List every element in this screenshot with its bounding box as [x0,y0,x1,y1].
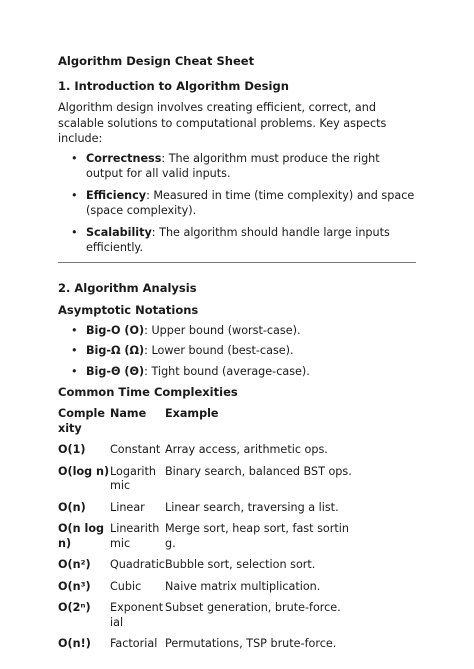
complexity-cell: O(n log n) [58,522,105,550]
list-item [58,364,416,380]
bullet-icon: • [71,364,78,378]
bullet-icon: • [71,344,78,357]
list-item [58,323,416,339]
list-item [58,343,416,359]
table-row [58,558,358,580]
notation-term: Big-Ω (Ω) [86,344,145,357]
header-example: Example [165,407,219,420]
section-divider [58,262,416,263]
complexity-cell: O(n!) [58,637,91,650]
list-item [58,188,416,219]
table-row [58,580,358,602]
table-row [58,501,358,523]
example-cell: Subset generation, brute-force. [165,601,341,614]
bullet-icon: • [71,151,78,165]
notation-term: Big-O (O) [86,323,145,337]
example-cell: Merge sort, heap sort, fast sorting. [165,522,349,550]
name-cell: Exponential [110,601,164,629]
bullet-icon: • [71,225,78,239]
table-row [58,465,358,501]
notations-list [58,323,416,380]
bullet-icon: • [71,188,78,202]
example-cell: Binary search, balanced BST ops. [165,464,352,478]
notation-text: : Lower bound (best-case). [144,344,294,357]
table-row [58,443,358,465]
notation-text: : Tight bound (average-case). [144,364,310,378]
aspect-term: Scalability [86,225,152,239]
complexity-cell: O(log n) [58,464,110,478]
section-1-heading: 1. Introduction to Algorithm Design [58,79,289,93]
header-complexity: Complexity [58,407,105,435]
aspect-text: : Measured in time (time complexity) and space (space complexity). [86,188,415,217]
document-page [58,53,416,659]
complexity-cell: O(2ⁿ) [58,601,91,614]
name-cell: Cubic [110,579,142,593]
complexity-table [58,407,358,659]
example-cell: Permutations, TSP brute-force. [165,637,337,650]
key-aspects-list [58,151,416,256]
table-row [58,601,358,637]
notation-term: Big-Θ (Θ) [86,364,145,378]
document-title: Algorithm Design Cheat Sheet [58,54,255,68]
time-complexities-heading: Common Time Complexities [58,385,238,399]
name-cell: Factorial [110,637,158,650]
table-row [58,637,358,659]
asymptotic-notations-heading: Asymptotic Notations [58,302,199,317]
complexity-cell: O(n) [58,500,86,514]
aspect-term: Efficiency [86,188,147,202]
complexity-cell: O(n³) [58,579,91,593]
complexity-cell: O(1) [58,443,86,456]
name-cell: Linearithmic [110,522,160,550]
list-item [58,151,416,182]
name-cell: Quadratic [110,558,165,571]
example-cell: Array access, arithmetic ops. [165,443,328,456]
example-cell: Naive matrix multiplication. [165,579,321,593]
aspect-term: Correctness [86,151,162,165]
name-cell: Constant [110,443,161,456]
notation-text: : Upper bound (worst-case). [144,323,301,337]
aspect-text: : The algorithm should handle large inputs efficiently. [86,225,390,254]
bullet-icon: • [71,323,78,337]
example-cell: Linear search, traversing a list. [165,500,339,514]
name-cell: Logarithmic [110,464,157,492]
header-name: Name [110,407,147,420]
example-cell: Bubble sort, selection sort. [165,558,316,571]
list-item [58,225,416,256]
name-cell: Linear [110,500,145,514]
table-row [58,522,358,558]
section-2-heading: 2. Algorithm Analysis [58,280,197,295]
aspect-text: : The algorithm must produce the right output for all valid inputs. [86,151,380,180]
section-1-intro: Algorithm design involves creating efficient, correct, and scalable solutions to computational problems. Key aspects include: [58,101,387,145]
complexity-cell: O(n²) [58,558,91,571]
table-header-row [58,407,358,443]
